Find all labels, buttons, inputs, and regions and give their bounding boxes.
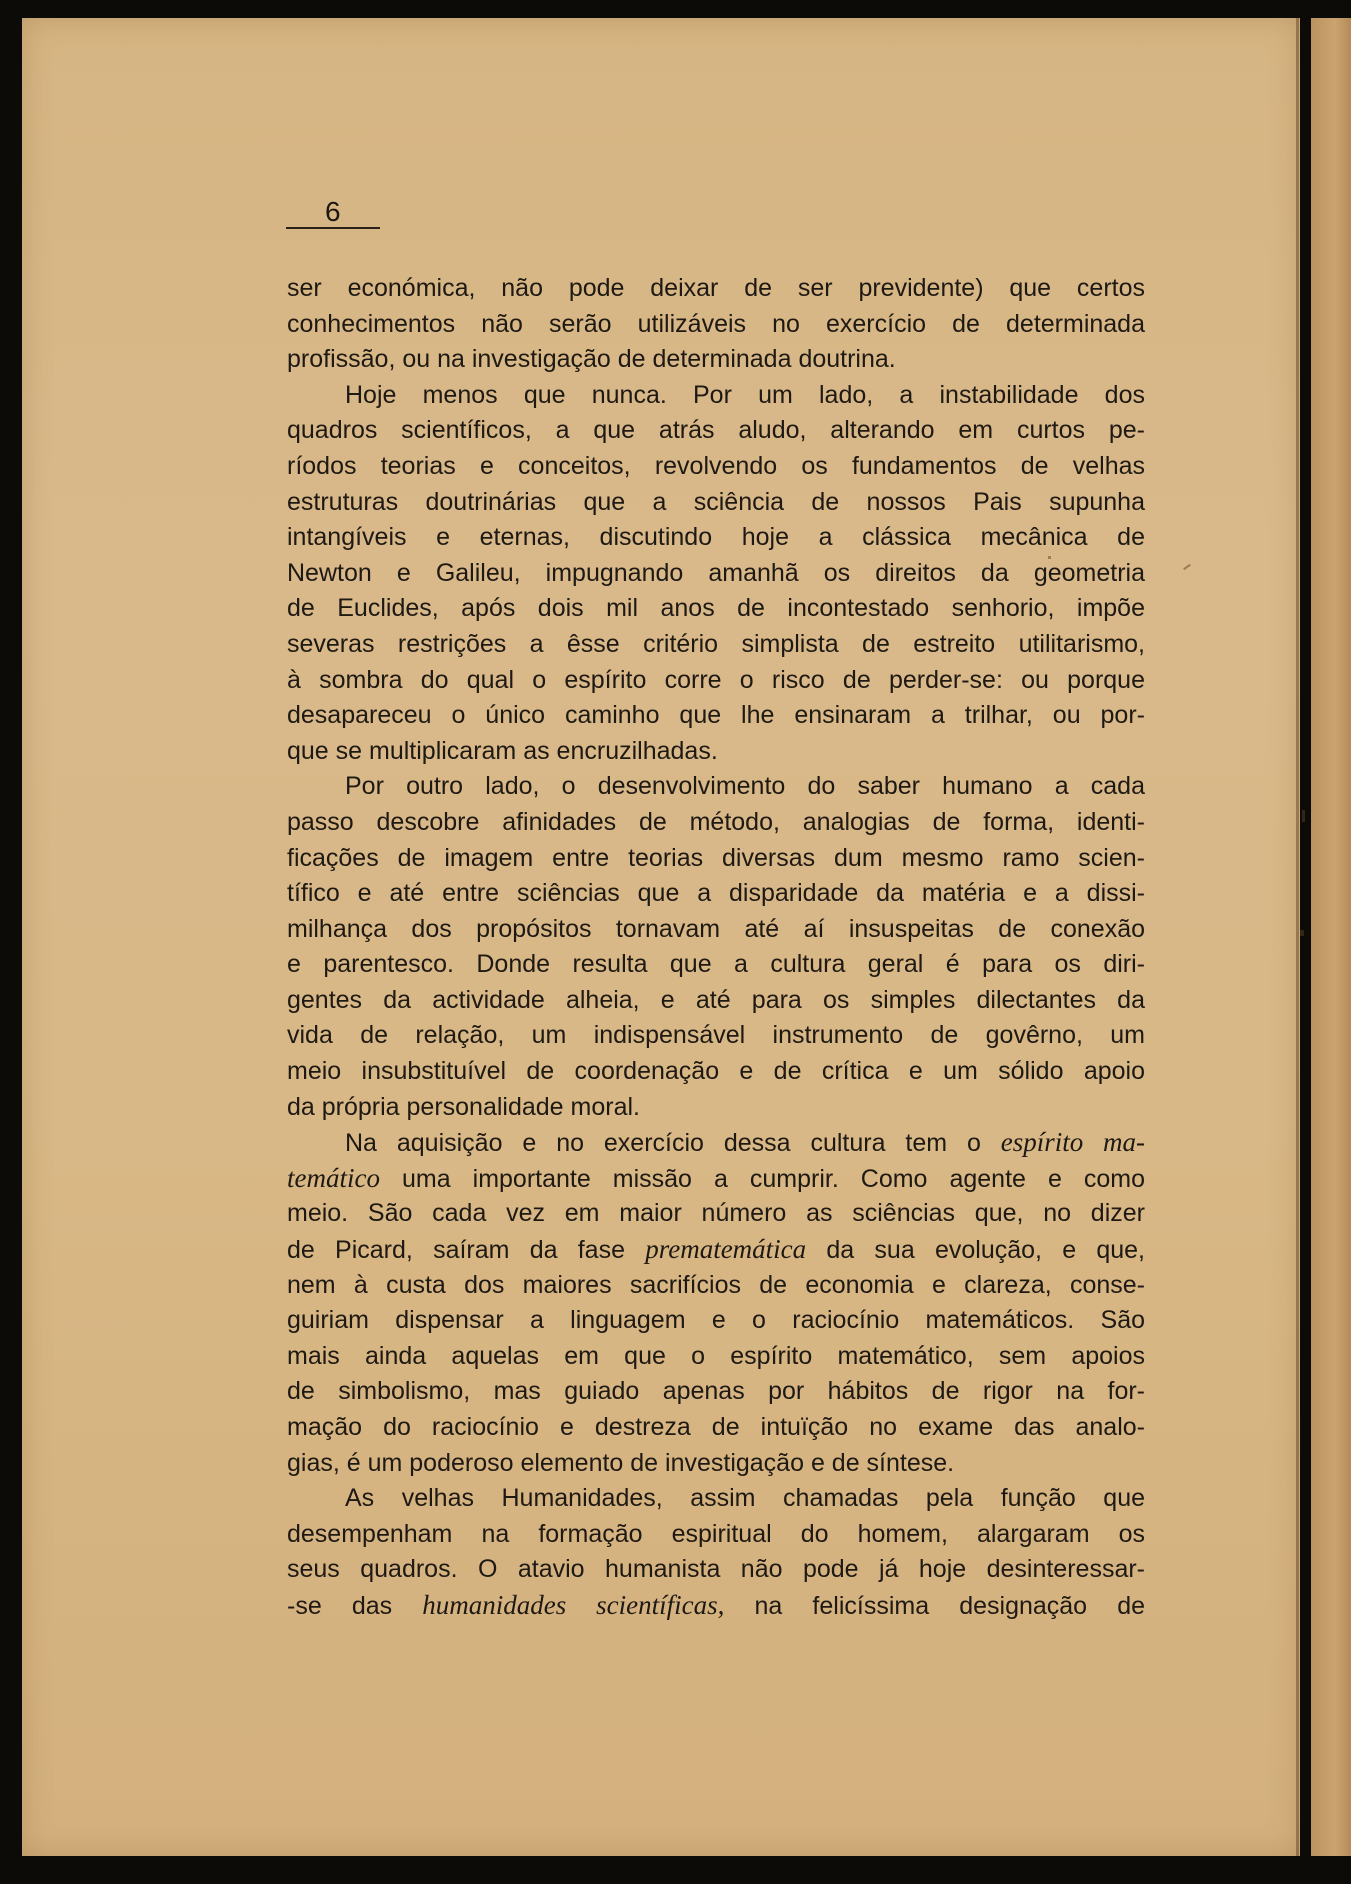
text-line <box>287 591 1145 627</box>
text-run: Hoje menos que nunca. Por um lado, a instabilidade dos <box>345 380 1145 409</box>
text-run: que se multiplicaram as encruzilhadas. <box>287 736 718 765</box>
text-line <box>287 1410 1145 1446</box>
text-run: mação do raciocínio e destreza de intuïção no exame das analo- <box>287 1413 1145 1441</box>
text-run: desapareceu o único caminho que lhe ensinaram a trilhar, ou por- <box>287 701 1145 730</box>
text-line <box>287 378 1145 414</box>
text-line <box>287 1588 1145 1624</box>
text-line <box>287 663 1145 699</box>
text-line <box>287 734 1145 770</box>
text-line <box>287 1481 1145 1517</box>
text-line <box>287 1161 1145 1197</box>
text-line <box>287 520 1145 556</box>
page-number-rule <box>286 227 380 229</box>
text-line <box>287 1374 1145 1410</box>
text-line <box>287 876 1145 912</box>
paper-mark <box>1048 556 1051 559</box>
text-run: meio insubstituível de coordenação e de crítica e um sólido apoio <box>287 1057 1145 1086</box>
text-line <box>287 1090 1145 1126</box>
text-line <box>287 413 1145 449</box>
text-line <box>287 805 1145 841</box>
text-line <box>287 1268 1145 1304</box>
italic-text: humanidades scientíficas, <box>422 1589 725 1620</box>
text-run: tífico e até entre sciências que a disparidade da matéria e a dissi- <box>287 879 1145 908</box>
text-run: severas restrições a êsse critério simplista de estreito utilitarismo, <box>287 629 1145 658</box>
text-run: ficações de imagem entre teorias diversas dum mesmo ramo scien- <box>287 843 1145 872</box>
body-text <box>287 271 1145 1624</box>
page-number: 6 <box>324 196 342 227</box>
text-run: Por outro lado, o desenvolvimento do saber humano a cada <box>345 772 1145 801</box>
text-line <box>287 556 1145 592</box>
text-run: quadros scientíficos, a que atrás aludo, alterando em curtos pe- <box>287 416 1145 445</box>
paper-mark <box>1300 930 1304 936</box>
text-run: da própria personalidade moral. <box>287 1092 640 1121</box>
text-run: de Euclides, após dois mil anos de incontestado senhorio, impõe <box>287 594 1145 623</box>
text-run: ríodos teorias e conceitos, revolvendo os fundamentos de velhas <box>287 451 1145 480</box>
facing-page-edge <box>1311 18 1351 1856</box>
text-line <box>287 627 1145 663</box>
text-run: e parentesco. Donde resulta que a cultura geral é para os diri- <box>287 950 1145 979</box>
text-line <box>287 1303 1145 1339</box>
text-line <box>287 1196 1145 1232</box>
text-run: Na aquisição e no exercício dessa cultura tem o <box>345 1129 1001 1158</box>
text-run: profissão, ou na investigação de determinada doutrina. <box>287 345 896 374</box>
page-fold <box>1296 18 1299 1856</box>
text-run: à sombra do qual o espírito corre o risco de perder-se: ou porque <box>287 665 1145 694</box>
text-line <box>287 1517 1145 1553</box>
text-run: da sua evolução, e que, <box>806 1236 1145 1265</box>
text-run: passo descobre afinidades de método, analogias de forma, identi- <box>287 807 1145 836</box>
text-line <box>287 841 1145 877</box>
paper-mark <box>1302 810 1305 822</box>
text-line <box>287 485 1145 521</box>
text-line <box>287 342 1145 378</box>
text-run: milhança dos propósitos tornavam até aí insuspeitas de conexão <box>287 914 1145 943</box>
text-run: As velhas Humanidades, assim chamadas pela função que <box>345 1484 1145 1513</box>
text-run: de Picard, saíram da fase <box>287 1236 646 1265</box>
text-line <box>287 271 1145 307</box>
text-run: gentes da actividade alheia, e até para os simples dilectantes da <box>287 985 1145 1014</box>
text-line <box>287 947 1145 983</box>
text-run: conhecimentos não serão utilizáveis no exercício de determinada <box>287 309 1145 338</box>
text-run: na felicíssima designação de <box>724 1591 1145 1620</box>
text-line <box>287 1446 1145 1482</box>
text-run: de simbolismo, mas guiado apenas por hábitos de rigor na for- <box>287 1377 1145 1406</box>
text-run: gias, é um poderoso elemento de investigação e de síntese. <box>287 1448 955 1477</box>
italic-text: prematemática <box>645 1234 807 1265</box>
text-run: -se das <box>287 1591 423 1620</box>
text-line <box>287 1018 1145 1054</box>
text-run: desempenham na formação espiritual do homem, alargaram os <box>287 1519 1145 1548</box>
text-line <box>287 769 1145 805</box>
text-run: intangíveis e eternas, discutindo hoje a clássica mecânica de <box>287 523 1145 552</box>
text-line <box>287 698 1145 734</box>
text-run: uma importante missão a cumprir. Como agente e como <box>379 1164 1145 1193</box>
text-run: guiriam dispensar a linguagem e o raciocínio matemáticos. São <box>287 1306 1145 1335</box>
text-line <box>287 912 1145 948</box>
text-run: meio. São cada vez em maior número as sciências que, no dizer <box>287 1199 1145 1228</box>
text-line <box>287 1125 1145 1161</box>
text-run: seus quadros. O atavio humanista não pode já hoje desinteressar- <box>287 1555 1145 1584</box>
italic-text: espírito ma- <box>1000 1127 1145 1158</box>
text-line <box>287 983 1145 1019</box>
italic-text: temático <box>287 1162 380 1193</box>
text-run: nem à custa dos maiores sacrifícios de economia e clareza, conse- <box>287 1270 1145 1299</box>
text-line <box>287 1054 1145 1090</box>
text-line <box>287 1552 1145 1588</box>
text-run: estruturas doutrinárias que a sciência de nossos Pais supunha <box>287 487 1145 516</box>
text-line <box>287 307 1145 343</box>
text-run: vida de relação, um indispensável instrumento de govêrno, um <box>287 1021 1145 1050</box>
text-run: ser económica, não pode deixar de ser previdente) que certos <box>287 274 1145 302</box>
text-line <box>287 1339 1145 1375</box>
text-run: Newton e Galileu, impugnando amanhã os direitos da geometria <box>287 558 1145 587</box>
text-line <box>287 449 1145 485</box>
text-line <box>287 1232 1145 1268</box>
text-run: mais ainda aquelas em que o espírito matemático, sem apoios <box>287 1341 1145 1370</box>
